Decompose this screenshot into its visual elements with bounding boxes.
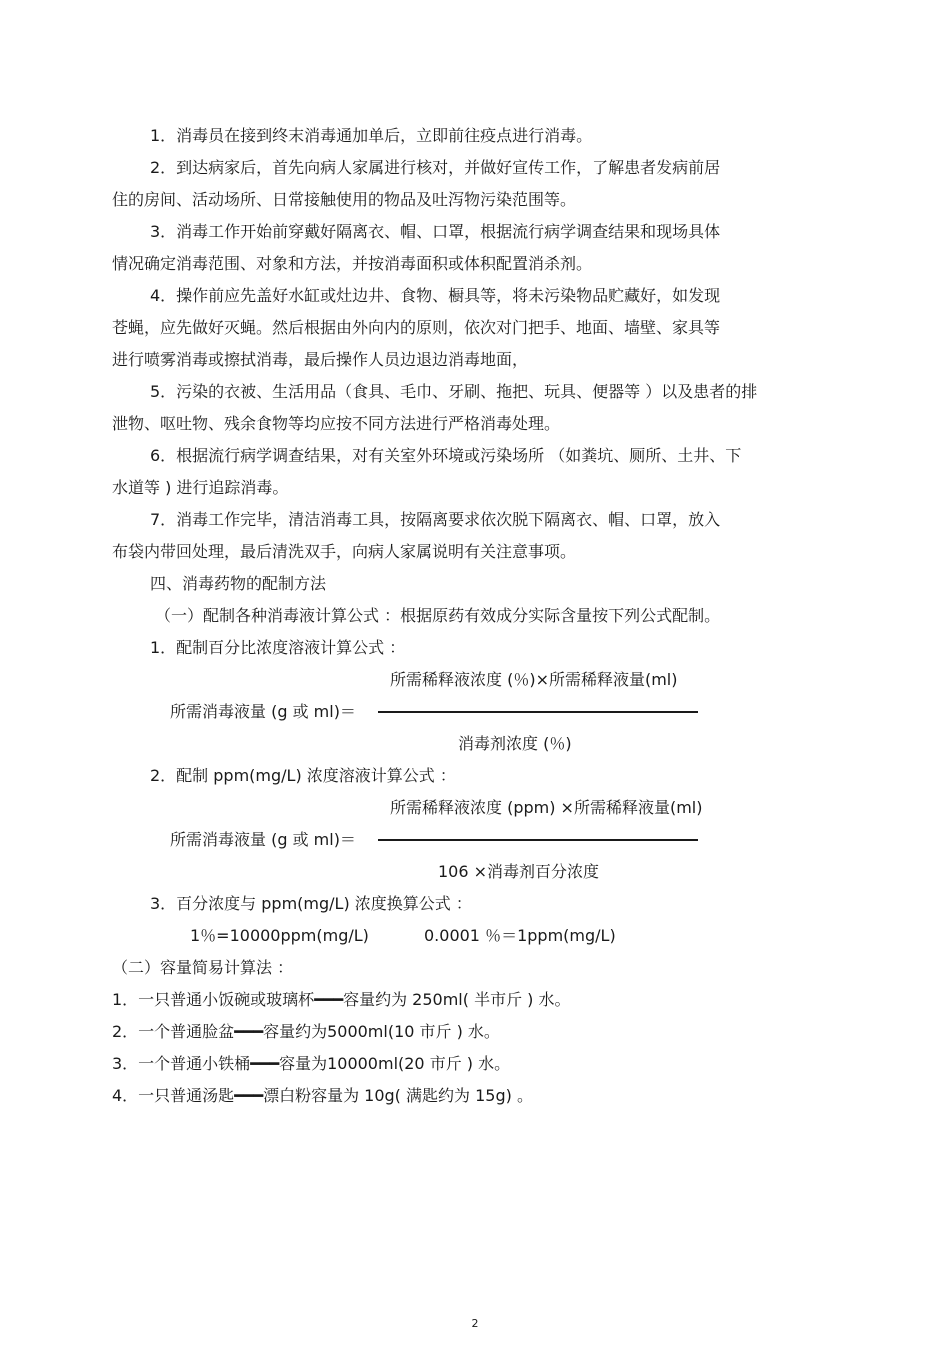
step-4-line-3: 进行喷雾消毒或擦拭消毒，最后操作人员边退边消毒地面， — [112, 350, 529, 369]
formula-2-label: 2．配制 ppm(mg/L) 浓度溶液计算公式 ： — [150, 766, 456, 785]
step-4-line-2: 苍蝇，应先做好灭蝇。然后根据由外向内的原则，依次对门把手、地面、墙壁、家具等 — [112, 318, 721, 337]
page-number: 2 — [471, 1317, 479, 1330]
section-4-title: 四、消毒药物的配制方法 — [150, 574, 327, 593]
step-6-line-1: 6．根据流行病学调查结果，对有关室外环境或污染场所 （如粪坑、厕所、土井、下 — [150, 446, 742, 465]
formula-1-fraction-bar — [378, 711, 698, 713]
volume-item-1: 1．一只普通小饭碗或玻璃杯━━━容量约为 250ml( 半市斤 ) 水。 — [112, 990, 571, 1009]
step-1-line-1: 1．消毒员在接到终末消毒通加单后，立即前往疫点进行消毒。 — [150, 126, 593, 145]
volume-item-4: 4．一只普通汤匙━━━漂白粉容量为 10g( 满匙约为 15g) 。 — [112, 1086, 533, 1105]
subsection-1-title: （一）配制各种消毒液计算公式 ：根据原药有效成分实际含量按下列公式配制。 — [155, 606, 721, 625]
step-5-line-2: 泄物、呕吐物、残余食物等均应按不同方法进行严格消毒处理。 — [112, 414, 561, 433]
formula-3-eq1: 1％=10000ppm(mg/L) — [190, 926, 369, 945]
step-3-line-1: 3．消毒工作开始前穿戴好隔离衣、帽、口罩，根据流行病学调查结果和现场具体 — [150, 222, 721, 241]
step-3-line-2: 情况确定消毒范围、对象和方法，并按消毒面积或体积配置消杀剂。 — [112, 254, 593, 273]
formula-3-eq2: 0.0001 ％＝1ppm(mg/L) — [424, 926, 616, 945]
formula-1-numerator: 所需稀释液浓度 (％)×所需稀释液量(ml) — [390, 670, 678, 689]
formula-2-numerator: 所需稀释液浓度 (ppm) ×所需稀释液量(ml) — [390, 798, 703, 817]
step-4-line-1: 4．操作前应先盖好水缸或灶边井、食物、橱具等，将未污染物品贮藏好，如发现 — [150, 286, 721, 305]
formula-2-lhs: 所需消毒液量 (g 或 ml)＝ — [170, 830, 356, 849]
volume-item-3: 3．一个普通小铁桶━━━容量为10000ml(20 市斤 ) 水。 — [112, 1054, 511, 1073]
step-7-line-2: 布袋内带回处理，最后清洗双手，向病人家属说明有关注意事项。 — [112, 542, 577, 561]
step-5-line-1: 5．污染的衣被、生活用品（食具、毛巾、牙刷、拖把、玩具、便器等 ）以及患者的排 — [150, 382, 758, 401]
step-2-line-2: 住的房间、活动场所、日常接触使用的物品及吐泻物污染范围等。 — [112, 190, 577, 209]
formula-1-denominator: 消毒剂浓度 (％) — [458, 734, 572, 753]
formula-1-label: 1．配制百分比浓度溶液计算公式 ： — [150, 638, 406, 657]
formula-3-label: 3．百分浓度与 ppm(mg/L) 浓度换算公式 ： — [150, 894, 472, 913]
formula-2-fraction-bar — [378, 839, 698, 841]
subsection-2-title: （二）容量简易计算法 ： — [112, 958, 294, 977]
formula-2-denominator: 106 ×消毒剂百分浓度 — [438, 862, 600, 881]
volume-item-2: 2．一个普通脸盆━━━容量约为5000ml(10 市斤 ) 水。 — [112, 1022, 500, 1041]
step-2-line-1: 2．到达病家后，首先向病人家属进行核对，并做好宣传工作，了解患者发病前居 — [150, 158, 721, 177]
step-7-line-1: 7．消毒工作完毕，清洁消毒工具，按隔离要求依次脱下隔离衣、帽、口罩，放入 — [150, 510, 721, 529]
step-6-line-2: 水道等 ) 进行追踪消毒。 — [112, 478, 289, 497]
formula-1-lhs: 所需消毒液量 (g 或 ml)＝ — [170, 702, 356, 721]
